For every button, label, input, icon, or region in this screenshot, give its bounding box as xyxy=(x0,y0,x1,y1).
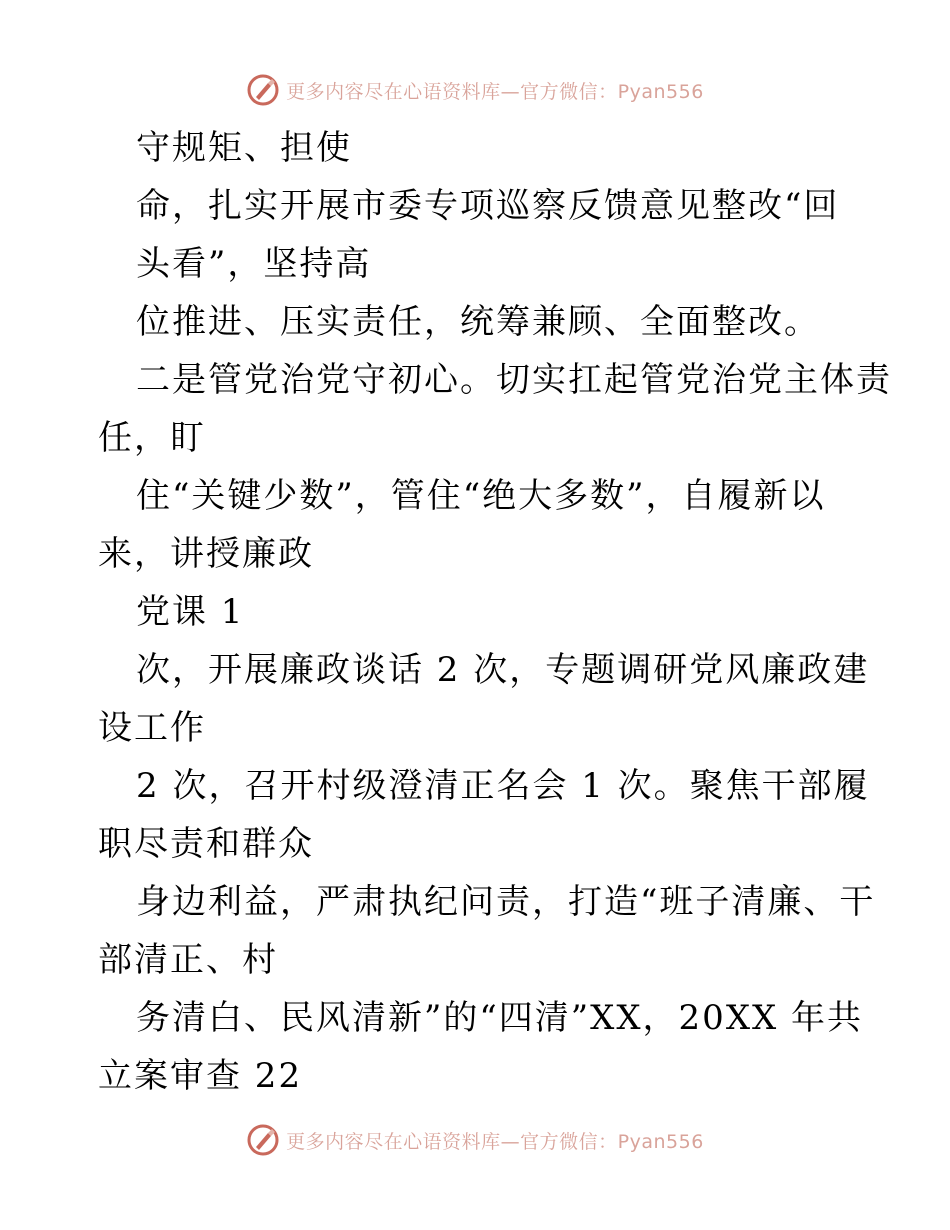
body-line: 部清正、村 xyxy=(98,940,278,980)
body-line: 党课 1 xyxy=(136,592,245,632)
body-line: 次，开展廉政谈话 2 次，专题调研党风廉政建 xyxy=(136,650,870,690)
footer-banner xyxy=(0,1120,950,1160)
footer-banner-text: 更多内容尽在心语资料库—官方微信：Pyan556 xyxy=(286,1130,704,1153)
body-line: 住“关键少数”，管住“绝大多数”，自履新以 xyxy=(136,476,826,516)
body-line: 任，盯 xyxy=(98,418,206,458)
footer-banner-inner xyxy=(246,1123,704,1157)
body-line: 务清白、民风清新”的“四清”XX，20XX 年共 xyxy=(136,998,864,1038)
body-line: 二是管党治党守初心。切实扛起管党治党主体责 xyxy=(136,360,892,400)
body-line: 命，扎实开展市委专项巡察反馈意见整改“回 xyxy=(136,186,840,226)
body-line: 身边利益，严肃执纪问责，打造“班子清廉、干 xyxy=(136,882,876,922)
body-line: 立案审查 22 xyxy=(98,1056,303,1096)
pen-nib-circle-icon xyxy=(246,73,280,107)
header-banner-text: 更多内容尽在心语资料库—官方微信：Pyan556 xyxy=(286,80,704,103)
body-line: 来，讲授廉政 xyxy=(98,534,314,574)
body-line: 设工作 xyxy=(98,708,206,748)
body-line: 2 次，召开村级澄清正名会 1 次。聚焦干部履 xyxy=(136,766,870,806)
body-line: 位推进、压实责任，统筹兼顾、全面整改。 xyxy=(136,302,820,342)
body-line: 头看”，坚持高 xyxy=(136,244,372,284)
body-line: 守规矩、担使 xyxy=(136,128,352,168)
header-banner xyxy=(0,70,950,110)
pen-nib-circle-icon xyxy=(246,1123,280,1157)
body-line: 职尽责和群众 xyxy=(98,824,314,864)
header-banner-inner xyxy=(246,73,704,107)
